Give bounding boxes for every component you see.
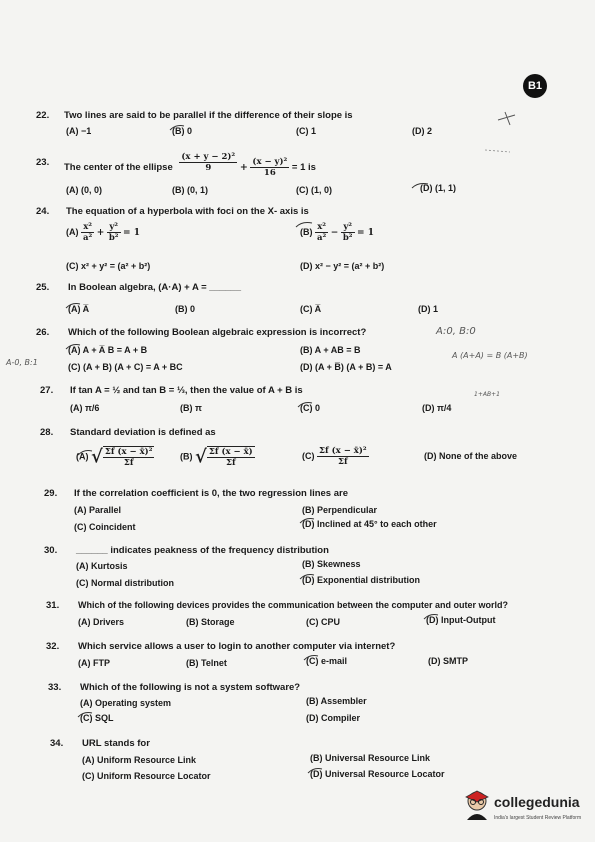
q29-number: 29. [44,488,58,499]
q27-option-a: (A) π/6 [70,403,100,413]
q24-option-a-label: (A) [66,226,79,237]
q24-b-x-den: a² [317,233,327,243]
q28-c-frac [317,446,369,467]
q22-number: 22. [36,110,50,121]
q25-option-d: (D) 1 [418,304,438,314]
q30-number: 30. [44,545,58,556]
q23-stem: The center of the ellipse $\frac{\text{(x + y − 2)²}}{9}$ + $\frac{\text{(x − y)²}}{16}$ = 1 is [64,152,316,178]
q28-c-num: Σf (x − x̄)² [319,446,367,456]
q27-stem: If tan A = ½ and tan B = ⅓, then the value of A + B is [70,385,303,396]
q32-option-d: (D) SMTP [428,656,468,666]
q24-option-a: (A) $\frac{\text{x²}}{\text{a²}}$ + $\frac{\text{y²}}{\text{b²}}$ = 1 [66,222,140,243]
q29-option-a: (A) Parallel [74,505,122,515]
q34-option-a: (A) Uniform Resource Link [82,755,197,765]
q26-stem: Which of the following Boolean algebraic expression is incorrect? [68,327,367,338]
q25-option-c: (C) A̅ [300,304,322,314]
q32-number: 32. [46,641,60,652]
handnote-3: A-0, B:1 [6,358,38,367]
q24-stem: The equation of a hyperbola with foci on the X- axis is [66,206,309,217]
q24-b-y-den: b² [342,233,353,243]
q26-option-d: (D) (A + B̅) (A + B) = A [300,362,392,372]
q31-option-d: (D) Input-Output [426,615,496,625]
q30-option-d: (D) Exponential distribution [302,575,420,585]
q33-option-c: (C) SQL [80,713,114,723]
q23-option-b: (B) (0, 1) [172,185,208,195]
q23-stem-text: The center of the ellipse [64,162,173,174]
q23-frac1-numerator: (x + y − 2)² [181,152,236,162]
q28-b-den: Σf [225,458,236,468]
q27-option-d: (D) π/4 [422,403,452,413]
q28-b-num: Σf (x − x̄) [208,447,253,457]
q24-option-c: (C) x² + y² = (a² + b²) [66,261,151,271]
margin-scribble [498,112,515,125]
q26-option-a: (A) A + A̅ B = A + B [68,345,148,355]
q24-a-frac-x [81,222,94,243]
q28-option-a-label: (A) [76,451,89,462]
q28-option-b-label: (B) [180,451,193,462]
q31-number: 31. [46,600,60,611]
q34-option-c: (C) Uniform Resource Locator [82,771,211,781]
q23-frac1-denominator: 9 [205,163,212,173]
q33-option-b: (B) Assembler [306,696,367,706]
q28-a-num: Σf (x − x̄)² [104,447,153,457]
q28-c-den: Σf [337,457,348,467]
q30-stem: ______ indicates peakness of the frequency distribution [76,545,329,556]
q27-option-c: (C) 0 [300,403,320,413]
handnote-1: A:0, B:0 [436,326,476,337]
margin-scribble-2 [485,150,510,152]
collegedunia-tagline: India's largest Student Review Platform [494,815,582,821]
q24-a-x-den: a² [83,233,93,243]
q24-a-y-den: b² [108,233,119,243]
q28-option-b: (B) √ $\frac{\Sigma f (x - x̄)}{\Sigma f}$ [180,446,253,468]
q31-option-a: (A) Drivers [78,617,125,627]
q22-option-a: (A) −1 [66,126,92,136]
q28-number: 28. [40,427,54,438]
q28-option-c-label: (C) [302,450,315,461]
collegedunia-logo-icon [462,790,492,822]
q24-a-x-num: x² [81,222,94,233]
q31-option-b: (B) Storage [186,617,235,627]
q33-option-a: (A) Operating system [80,698,172,708]
q32-stem: Which service allows a user to login to another computer via internet? [78,641,396,652]
q27-option-b: (B) π [180,403,202,413]
q28-option-c [302,446,369,467]
q24-a-y-num: y² [107,222,121,233]
q23-fraction-2 [250,157,289,178]
q23-number: 23. [36,157,50,168]
q29-option-c: (C) Coincident [74,522,136,532]
q34-stem: URL stands for [82,738,150,749]
q24-b-x-num: x² [315,222,328,233]
q24-b-eq: = 1 [357,227,374,238]
q22-option-d: (D) 2 [412,126,432,136]
q23-option-a: (A) (0, 0) [66,185,102,195]
q33-number: 33. [48,682,62,693]
q28-a-frac [103,446,155,468]
q26-option-c: (C) (A + B) (A + C) = A + BC [68,362,183,372]
q24-a-eq: = 1 [123,227,140,238]
q24-b-frac-y [341,222,355,243]
q29-option-b: (B) Perpendicular [302,505,378,515]
q28-option-d: (D) None of the above [424,451,518,461]
q31-stem: Which of the following devices provides the communication between the computer and outer world? [78,600,509,610]
q24-number: 24. [36,206,50,217]
q23-stem-end: = 1 is [291,162,316,174]
q22-option-c: (C) 1 [296,126,316,136]
q24-option-d: (D) x² − y² = (a² + b²) [300,261,385,271]
q28-b-frac [207,446,255,468]
q27-number: 27. [40,385,54,396]
q28-a-den: Σf [123,458,134,468]
q26-option-b: (B) A + AB = B [300,345,361,355]
q24-b-frac-x [315,222,328,243]
q30-option-b: (B) Skewness [302,559,361,569]
page-badge: B1 [523,74,547,98]
q30-option-a: (A) Kurtosis [76,561,128,571]
q34-option-b: (B) Universal Resource Link [310,753,431,763]
q23-fraction-1 [179,152,237,173]
handnote-2: A (A+A) = B (A+B) [452,351,528,360]
q23-option-c: (C) (1, 0) [296,185,332,195]
q28-stem: Standard deviation is defined as [70,427,216,438]
collegedunia-logo-text: collegedunia [494,794,580,810]
handnote-4: 1+AB+1 [474,391,500,398]
q32-option-b: (B) Telnet [186,658,227,668]
q25-stem: In Boolean algebra, (A·A) + A = ______ [68,282,241,293]
q33-stem: Which of the following is not a system software? [80,682,301,693]
q22-option-b: (B) 0 [172,126,192,136]
q29-stem: If the correlation coefficient is 0, the two regression lines are [74,488,348,499]
q23-frac2-denominator: 16 [263,168,276,178]
q34-option-d: (D) Universal Resource Locator [310,769,445,779]
q22-stem: Two lines are said to be parallel if the difference of their slope is [64,110,353,121]
q25-option-b: (B) 0 [175,304,195,314]
q34-number: 34. [50,738,64,749]
q24-option-b-label: (B) [300,226,313,237]
q29-option-d: (D) Inclined at 45° to each other [302,519,437,529]
q32-option-a: (A) FTP [78,658,110,668]
q23-option-d: (D) (1, 1) [420,183,456,193]
q24-b-y-num: y² [341,222,355,233]
q30-option-c: (C) Normal distribution [76,578,174,588]
q31-option-c: (C) CPU [306,617,340,627]
q33-option-d: (D) Compiler [306,713,360,723]
q32-option-c: (C) e-mail [306,656,348,666]
q24-a-frac-y [107,222,121,243]
q24-option-b: (B) $\frac{\text{x²}}{\text{a²}}$ − $\frac{\text{y²}}{\text{b²}}$ = 1 [300,222,374,243]
q28-option-a: (A) √ $\frac{\text{Σf (x − x̄)²}}{\Sigma f}$ [76,446,153,468]
q25-option-a: (A) A̅ [68,304,90,314]
q26-number: 26. [36,327,50,338]
q23-frac2-numerator: (x − y)² [252,157,288,167]
q25-number: 25. [36,282,50,293]
